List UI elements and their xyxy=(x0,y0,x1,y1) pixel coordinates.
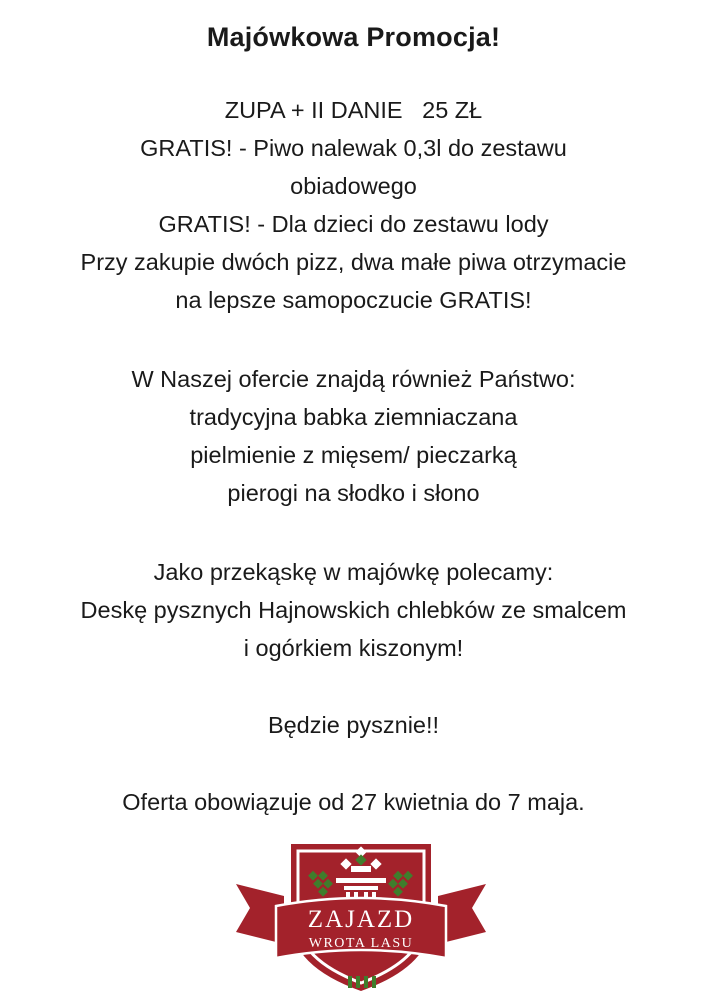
promo-line: Przy zakupie dwóch pizz, dwa małe piwa otrzymacie xyxy=(80,249,627,275)
offer-heading: W Naszej ofercie znajdą również Państwo: xyxy=(131,366,576,392)
snack-section xyxy=(0,553,707,667)
logo-tagline: WROTA LASU xyxy=(308,936,414,951)
promo-section xyxy=(0,91,707,319)
promo-line: obiadowego xyxy=(290,173,417,199)
offer-item: pierogi na słodko i słono xyxy=(227,480,480,506)
zajazd-wrota-lasu-logo xyxy=(236,826,486,996)
offer-section xyxy=(0,360,707,512)
promo-line: ZUPA + II DANIE 25 ZŁ xyxy=(224,97,483,123)
snack-line: i ogórkiem kiszonym! xyxy=(243,635,464,661)
validity-line xyxy=(0,783,707,821)
page-title: Majówkowa Promocja! xyxy=(206,22,501,52)
snack-heading: Jako przekąskę w majówkę polecamy: xyxy=(153,559,554,585)
offer-item: tradycyjna babka ziemniaczana xyxy=(189,404,518,430)
logo-name: ZAJAZD xyxy=(307,906,415,933)
promo-line: GRATIS! - Piwo nalewak 0,3l do zestawu xyxy=(140,135,567,161)
snack-line: Deskę pysznych Hajnowskich chlebków ze smalcem xyxy=(80,597,627,623)
closing-line xyxy=(0,706,707,744)
promo-line: na lepsze samopoczucie GRATIS! xyxy=(175,287,532,313)
validity-text: Oferta obowiązuje od 27 kwietnia do 7 maja. xyxy=(122,789,585,815)
closing-text: Będzie pysznie!! xyxy=(267,712,440,738)
promo-line: GRATIS! - Dla dzieci do zestawu lody xyxy=(158,211,549,237)
offer-item: pielmienie z mięsem/ pieczarką xyxy=(190,442,517,468)
